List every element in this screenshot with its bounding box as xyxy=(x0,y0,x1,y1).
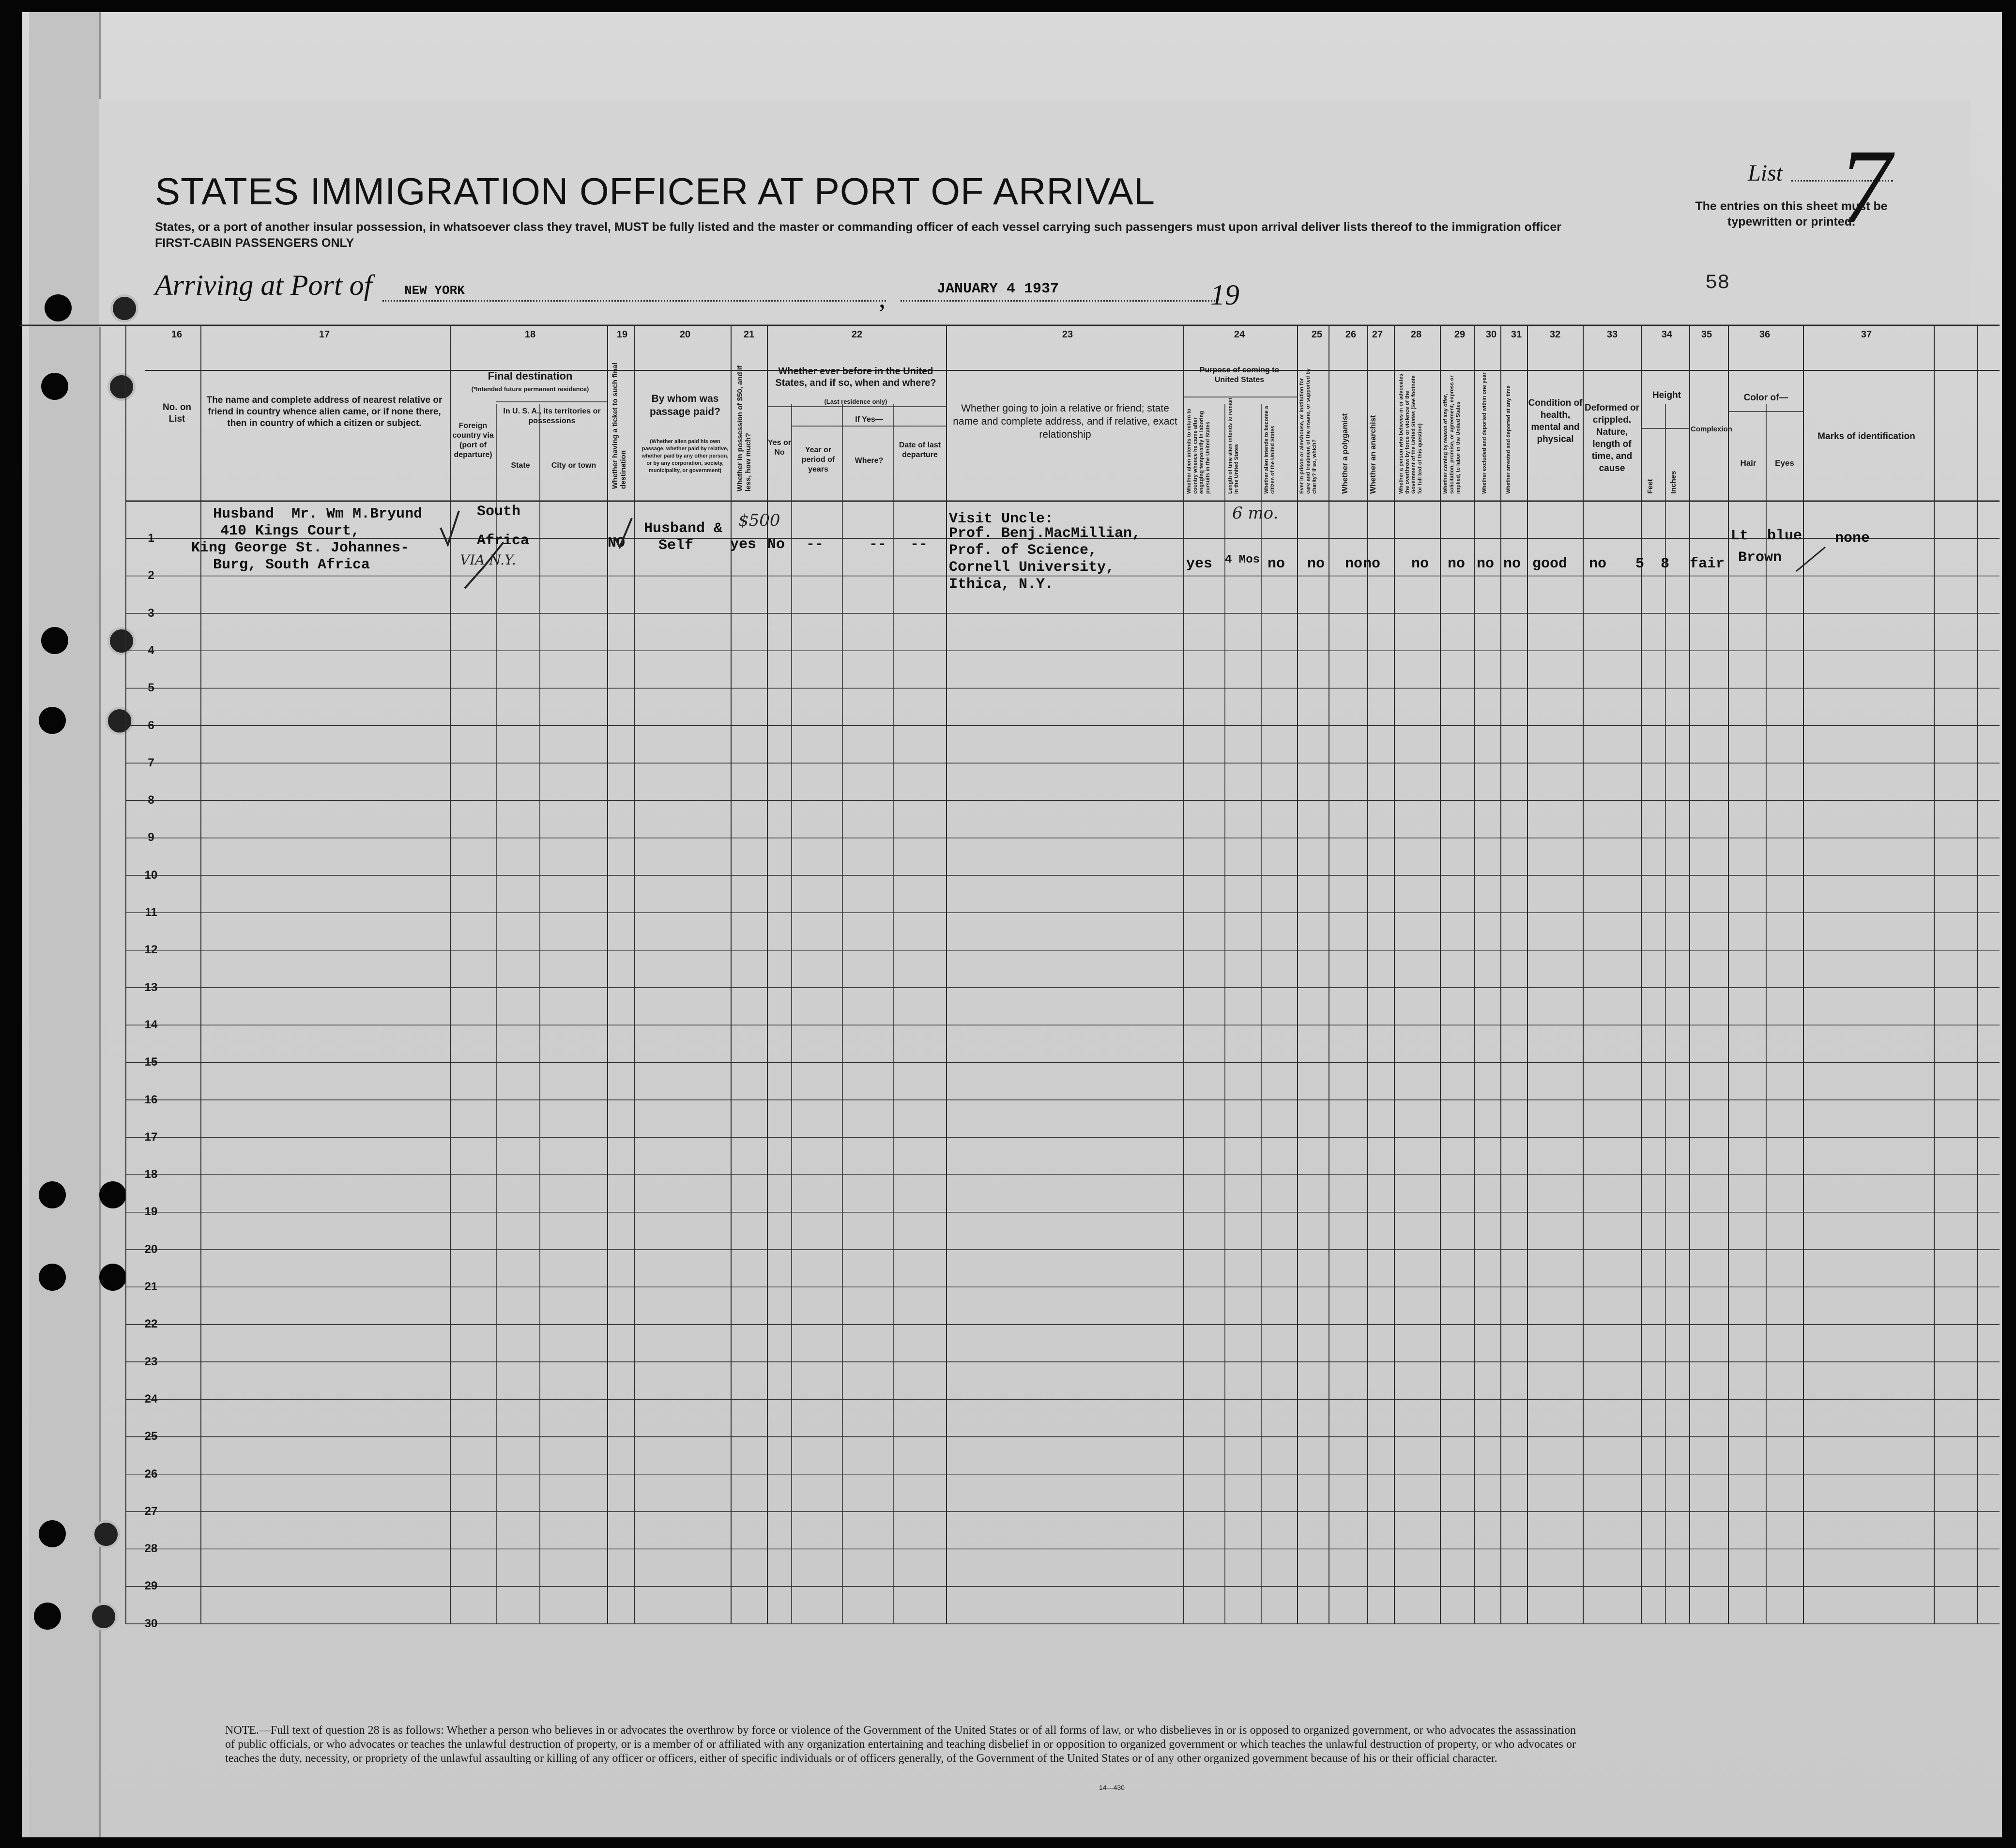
row-number: 25 xyxy=(144,1430,158,1443)
via-handwritten: VIA N.Y. xyxy=(460,552,516,568)
row-number: 24 xyxy=(144,1392,158,1405)
row-number: 29 xyxy=(144,1579,158,1593)
relative-line: 410 Kings Court, xyxy=(220,523,360,539)
column-subheading-usa: In U. S. A., its territories or possessions xyxy=(503,407,601,425)
row-number: 1 xyxy=(148,532,154,545)
column-heading-joining-relative: Whether going to join a relative or friend; state name and complete address, and if relative, exact relationship xyxy=(953,403,1177,440)
column-heading-excluded: Whether excluded and deported within one year xyxy=(1481,372,1487,494)
anarchist-value: no xyxy=(1363,556,1381,572)
arrival-date: JANUARY 4 1937 xyxy=(937,281,1059,297)
row-number: 17 xyxy=(144,1130,158,1144)
list-label: List xyxy=(1748,160,1783,186)
header-passenger-class: FIRST-CABIN PASSENGERS ONLY xyxy=(155,236,354,250)
column-subheading-city: City or town xyxy=(551,461,596,470)
column-heading-height: Height xyxy=(1652,390,1681,400)
departure-value: -- xyxy=(910,536,928,553)
check-mark-icon xyxy=(615,518,632,547)
complexion-value: fair xyxy=(1690,556,1725,572)
fifty-dollar-value: yes xyxy=(730,536,757,553)
column-subheading-length-of-stay: Length of time alien intends to remain in the United States xyxy=(1227,397,1239,494)
foreign-country-line: South xyxy=(477,504,521,520)
period-value: -- xyxy=(806,536,824,553)
row-number: 27 xyxy=(144,1504,158,1518)
port-value: NEW YORK xyxy=(404,283,465,298)
column-heading-relative-address: The name and complete address of nearest relative or friend in country whence alien came, or if none there, then in country of which a citizen or subject. xyxy=(206,395,443,428)
row-number: 15 xyxy=(144,1055,158,1069)
column-heading-final-destination: Final destination xyxy=(488,370,573,382)
check-mark-icon xyxy=(465,542,504,588)
column-number: 34 xyxy=(1661,329,1673,340)
column-subheading-return-intent: Whether alien intends to return to country whence he came after engaging temporarily in laboring pursuits in the United States xyxy=(1186,408,1211,494)
row-number: 26 xyxy=(144,1467,158,1481)
check-mark-icon xyxy=(1796,547,1825,571)
column-number: 18 xyxy=(524,329,536,340)
column-number: 31 xyxy=(1511,329,1522,340)
row-number: 19 xyxy=(144,1205,158,1219)
year-label: 19 xyxy=(1210,279,1239,311)
row-number: 22 xyxy=(144,1317,158,1331)
row-number: 14 xyxy=(144,1018,158,1031)
column-number: 25 xyxy=(1311,329,1323,340)
column-subheading-permanent-residence: (*Intended future permanent residence) xyxy=(471,385,589,393)
column-number: 29 xyxy=(1454,329,1466,340)
column-subheading-yes-no: Yes or No xyxy=(767,439,792,457)
feet-value: 5 xyxy=(1635,556,1645,572)
row-number: 28 xyxy=(144,1542,158,1556)
port-comma: , xyxy=(879,284,886,314)
page-code: 58 xyxy=(1705,271,1730,294)
foreign-country-line: Africa xyxy=(477,533,530,549)
row-number: 2 xyxy=(148,569,154,582)
row-number: 8 xyxy=(148,794,154,807)
footnote: NOTE.—Full text of question 28 is as follows: Whether a person who believes in or advocates the overthrow by force or violence of the Government of the United States or of all forms of law, or who disbelieves in or is opposed to organized government, or who advocates the assassination of public officials, or who advocates or teaches the unlawful destruction of property, or is a member of or affiliated with any organization entertaining and teaching disbelief in or opposition to organized government or which teaches the unlawful destruction of property, or who advocates or teaches the duty, necessity, or propriety of the unlawful assaulting or killing of any officer or officers, either of specific individuals or of officers generally, of the Government of the United States or of any other organized government because of his or their official character. xyxy=(225,1724,1576,1765)
column-heading-prison: Ever in prison or almshouse, or institution for care and treatment of the insane, or supported by charity? If so, which? xyxy=(1299,368,1317,494)
eyes-value: blue xyxy=(1767,528,1802,544)
column-number: 16 xyxy=(171,329,183,340)
hair-line: Lt xyxy=(1731,528,1749,544)
hair-line: Brown xyxy=(1738,550,1782,566)
row-number: 7 xyxy=(148,756,154,769)
column-heading-ever-in-us: Whether ever before in the United States, and if so, when and where? xyxy=(775,366,936,388)
joining-line: Prof. of Science, xyxy=(949,542,1098,559)
column-heading-anarchist: Whether an anarchist xyxy=(1369,415,1377,494)
relative-line: King George St. Johannes- xyxy=(191,540,410,556)
column-subheading-citizen-intent: Whether alien intends to become a citizen of the United States xyxy=(1264,406,1276,494)
column-number: 35 xyxy=(1701,329,1712,340)
column-subheading-period: Year or period of years xyxy=(801,446,835,473)
marks-value: none xyxy=(1835,530,1870,547)
row-number: 9 xyxy=(148,831,154,844)
column-subheading-last-residence: (Last residence only) xyxy=(824,398,887,405)
where-value: -- xyxy=(869,536,887,553)
q31-value: no xyxy=(1503,556,1521,572)
column-heading-complexion: Complexion xyxy=(1691,425,1732,433)
ticket-value: NO xyxy=(608,535,626,551)
column-subheading-inches: Inches xyxy=(1669,471,1678,494)
joining-line: Cornell University, xyxy=(949,559,1115,576)
joining-line: Visit Uncle: xyxy=(949,511,1054,527)
length-handwritten: 6 mo. xyxy=(1232,504,1279,523)
health-value: good xyxy=(1532,556,1568,572)
row-number: 30 xyxy=(144,1617,158,1630)
q30-value: no xyxy=(1477,556,1495,572)
column-heading-fifty-dollars: Whether in possession of $50, and if less, how much? xyxy=(736,365,752,491)
citizen-value: no xyxy=(1268,556,1285,572)
column-subheading-if-yes: If Yes— xyxy=(855,415,883,424)
list-number: 7 xyxy=(1831,127,1902,245)
column-number: 26 xyxy=(1345,329,1357,340)
column-number: 22 xyxy=(851,329,863,340)
page-title: STATES IMMIGRATION OFFICER AT PORT OF ARRIVAL xyxy=(155,170,1156,213)
column-subheading-state: State xyxy=(511,461,530,470)
row-number: 3 xyxy=(148,606,154,620)
row-number: 20 xyxy=(144,1242,158,1256)
q28-value: no xyxy=(1411,556,1429,572)
column-heading-passage-paid: By whom was passage paid? xyxy=(650,393,720,417)
column-heading-deformed: Deformed or crippled. Nature, length of time, and cause xyxy=(1585,403,1639,473)
column-number: 21 xyxy=(743,329,755,340)
row-number: 23 xyxy=(144,1355,158,1368)
column-subheading-hair: Hair xyxy=(1740,458,1756,468)
joining-line: Ithica, N.Y. xyxy=(949,576,1054,593)
inches-value: 8 xyxy=(1661,556,1670,572)
row-number: 4 xyxy=(148,643,154,657)
column-heading-marks: Marks of identification xyxy=(1817,431,1915,442)
joining-line: Prof. Benj.MacMillian, xyxy=(949,525,1141,542)
column-heading-purpose: Purpose of coming to United States xyxy=(1199,366,1280,384)
ever-before-value: No xyxy=(767,536,785,553)
column-subheading-where: Where? xyxy=(855,457,884,465)
arriving-label: Arriving at Port of xyxy=(155,269,372,301)
column-number: 37 xyxy=(1861,329,1872,340)
column-number: 20 xyxy=(679,329,691,340)
row-number: 13 xyxy=(144,980,158,994)
column-number: 30 xyxy=(1485,329,1497,340)
column-heading-color: Color of— xyxy=(1743,393,1788,403)
column-heading-question-28: Whether a person who believes in or advocates the overthrow by force or violence of the Government of the United States (See footnote for full text of this question) xyxy=(1398,373,1423,494)
prison-value: no xyxy=(1307,556,1325,572)
column-number: 32 xyxy=(1549,329,1561,340)
column-subheading-foreign-country: Foreign country via (port of departure) xyxy=(452,422,494,459)
row-number: 10 xyxy=(144,868,158,882)
column-number: 33 xyxy=(1606,329,1618,340)
return-intent-value: yes xyxy=(1186,556,1213,572)
row-number: 6 xyxy=(148,718,154,732)
column-heading-polygamist: Whether a polygamist xyxy=(1341,413,1349,494)
paid-by-line: Self xyxy=(658,537,694,554)
paid-by-line: Husband & xyxy=(644,520,723,537)
deformed-value: no xyxy=(1589,556,1607,572)
q29-value: no xyxy=(1448,556,1466,572)
column-number: 24 xyxy=(1234,329,1245,340)
form-number: 14—430 xyxy=(1099,1784,1125,1791)
header-instructions: States, or a port of another insular possession, in whatsoever class they travel, MUST be fully listed and the master or commanding officer of each vessel carrying such passengers must upon arrival deliver lists thereof to the immigration officer xyxy=(155,220,1561,234)
column-number: 23 xyxy=(1062,329,1073,340)
column-number: 17 xyxy=(319,329,330,340)
column-heading-deported: Whether arrested and deported at any time xyxy=(1506,385,1512,494)
column-subheading-date-departure: Date of last departure xyxy=(899,441,941,459)
column-number: 27 xyxy=(1372,329,1383,340)
row-number: 5 xyxy=(148,681,154,695)
column-number: 19 xyxy=(616,329,628,340)
row-number: 21 xyxy=(144,1280,158,1293)
column-heading-ticket: Whether having a ticket to such final destination xyxy=(611,363,627,489)
column-subheading-passage-paid: (Whether alien paid his own passage, whether paid by relative, whether paid by any other person, or by any corporation, society, municipality, or government) xyxy=(641,439,729,473)
relative-line: Husband Mr. Wm M.Bryund xyxy=(213,506,423,522)
row-number: 11 xyxy=(145,906,157,919)
entries-note: The entries on this sheet must be typewritten or printed. xyxy=(1695,199,1888,229)
column-subheading-eyes: Eyes xyxy=(1775,458,1794,468)
polygamist-value: no xyxy=(1345,556,1363,572)
length-of-stay-value: 4 Mos xyxy=(1225,553,1260,566)
row-number: 16 xyxy=(144,1093,158,1106)
check-mark-icon xyxy=(441,511,459,545)
relative-line: Burg, South Africa xyxy=(213,557,370,573)
column-heading-health: Condition of health, mental and physical xyxy=(1528,398,1583,444)
paid-handwritten: $500 xyxy=(738,511,780,530)
column-subheading-feet: Feet xyxy=(1646,479,1654,494)
column-number: 36 xyxy=(1759,329,1771,340)
column-heading-labor-offer: Whether coming by reason of any offer, solicitation, promise, or agreement, express or implied, to labor in the United States xyxy=(1443,375,1461,494)
column-number: 28 xyxy=(1410,329,1422,340)
row-number: 18 xyxy=(144,1168,158,1181)
row-number: 12 xyxy=(144,943,158,957)
column-heading-list-number: No. on List xyxy=(162,402,192,424)
